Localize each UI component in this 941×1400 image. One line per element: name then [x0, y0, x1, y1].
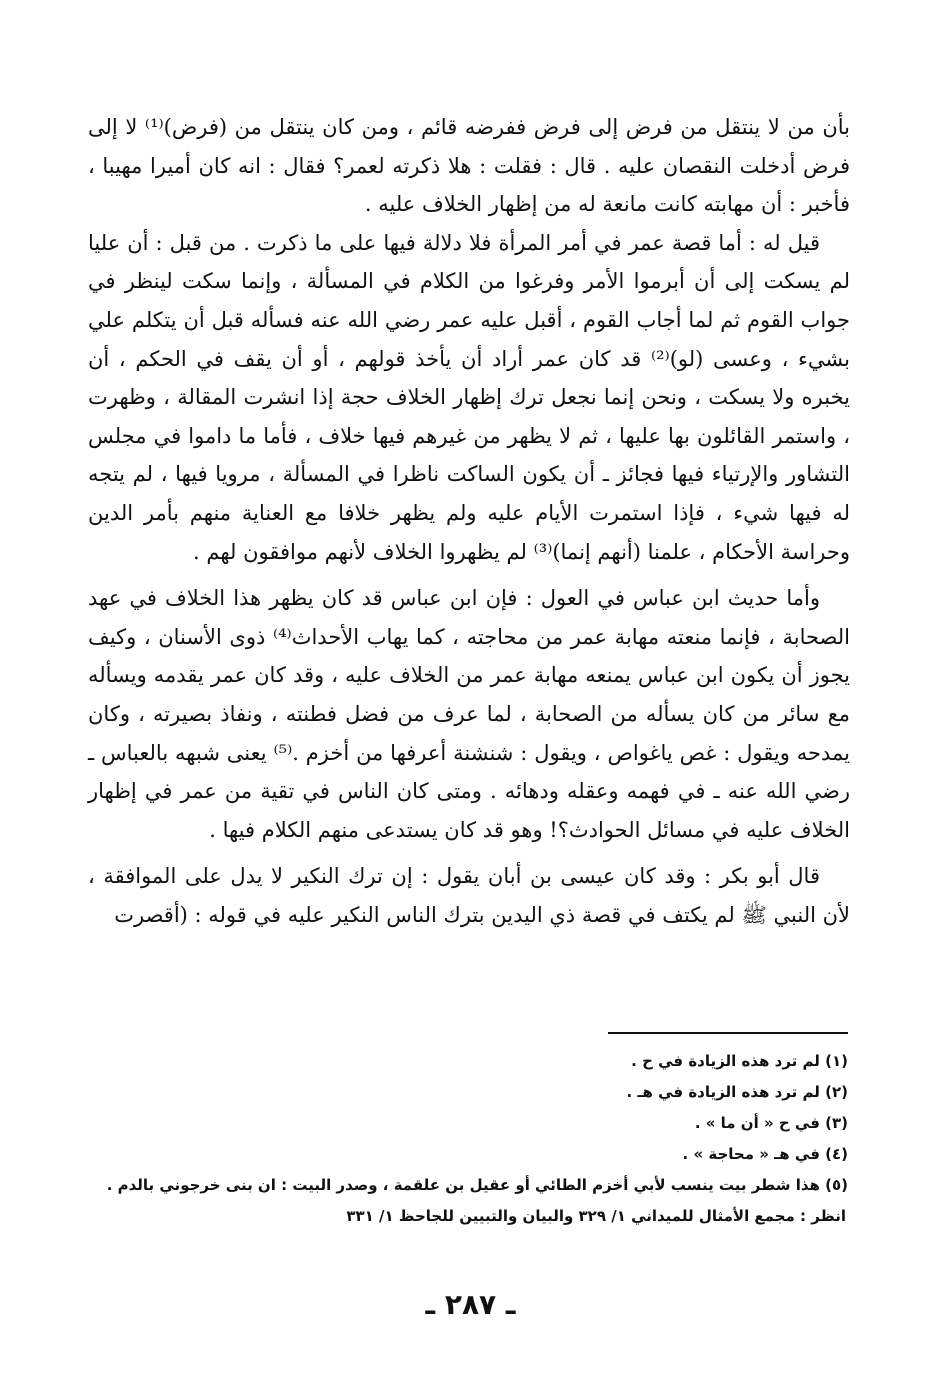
footnotes — [88, 1046, 848, 1232]
footnote-separator — [608, 1032, 848, 1034]
footnote-3: (٣) في ح « أن ما » . — [694, 1114, 848, 1132]
paragraph-4: قال أبو بكر : وقد كان عيسى بن أبان يقول : إن ترك النكير لا يدل على الموافقة ، لأن النبي ﷺ لم يكتف في قصة ذي اليدين بترك الناس النكير عليه في قوله : (أقصرت — [88, 864, 850, 927]
footnote-2: (٢) لم ترد هذه الزيادة في هـ . — [626, 1083, 848, 1101]
main-text — [88, 108, 850, 934]
footnote-5-reference: انظر : مجمع الأمثال للميداني ١/ ٣٢٩ والبيان والتبيين للجاحظ ١/ ٣٣١ — [346, 1207, 846, 1225]
paragraph-2: قيل له : أما قصة عمر في أمر المرأة فلا دلالة فيها على ما ذكرت . من قبل : أن عليا لم يسكت إلى أن أبرموا الأمر وفرغوا من الكلام في المسألة ، وإنما سكت لينظر في جواب القوم ثم لما أجاب القوم ، أقبل عليه عمر رضي الله عنه فسأله قبل أن يتكلم علي بشيء ، وعسى (لو)⁽²⁾ قد كان عمر أراد أن يأخذ قولهم ، أو أن يقف في الحكم ، أن يخبره ولا يسكت ، ونحن إنما نجعل ترك إظهار الخلاف حجة إذا انشرت المقالة ، وظهرت ، واستمر القائلون بها عليها ، ثم لا يظهر من غيرهم فيها خلاف ، فأما ما داموا في مجلس التشاور والإرتياء فيها فجائز ـ أن يكون الساكت ناظرا في المسألة ، مرويا فيها ، لم يتجه له فيها شيء ، فإذا استمرت الأيام عليه ولم يظهر خلافا مع العناية منهم بأمر الدين وحراسة الأحكام ، علمنا (أنهم إنما)⁽³⁾ لم يظهروا الخلاف لأنهم موافقون لهم . — [88, 230, 850, 564]
footnote-4: (٤) في هـ « محاجة » . — [682, 1145, 848, 1163]
footnote-5: (٥) هذا شطر بيت ينسب لأبي أخزم الطائي أو عقيل بن علقمة ، وصدر البيت : ان بنى خرجوني بالدم . — [106, 1176, 848, 1194]
paragraph-3: وأما حديث ابن عباس في العول : فإن ابن عباس قد كان يظهر هذا الخلاف في عهد الصحابة ، فإنما منعته مهابة عمر من محاجته ، كما يهاب الأحداث⁽⁴⁾ ذوى الأسنان ، وكيف يجوز أن يكون ابن عباس يمنعه مهابة عمر من الخلاف عليه ، وقد كان عمر يقدمه ويسأله مع سائر من كان يسأله من الصحابة ، لما عرف من فضل فطنته ، ونفاذ بصيرته ، وكان يمدحه ويقول : غص ياغواص ، ويقول : شنشنة أعرفها من أخزم .⁽⁵⁾ يعنى شبهه بالعباس ـ رضي الله عنه ـ في فهمه وعقله ودهائه . ومتى كان الناس في تقية من عمر في إظهار الخلاف عليه في مسائل الحوادث؟! وهو قد كان يستدعى منهم الكلام فيها . — [88, 586, 850, 842]
page-number: ـ ٢٨٧ ـ — [425, 1288, 516, 1321]
paragraph-1: بأن من لا ينتقل من فرض إلى فرض ففرضه قائم ، ومن كان ينتقل من (فرض)⁽¹⁾ لا إلى فرض أدخلت النقصان عليه . قال : فقلت : هلا ذكرته لعمر؟ فقال : انه كان أميرا مهيبا ، فأخبر : أن مهابته كانت مانعة له من إظهار الخلاف عليه . — [88, 115, 850, 217]
footnote-1: (١) لم ترد هذه الزيادة في ح . — [631, 1052, 848, 1070]
